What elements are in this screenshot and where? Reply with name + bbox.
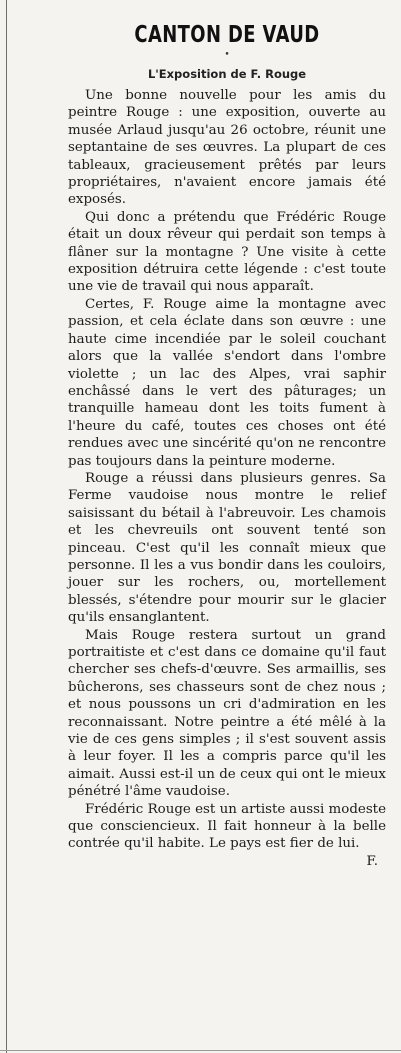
paragraph: Une bonne nouvelle pour les amis du peintre Rouge : une exposition, ouverte au musée Arlaud jusqu'au 26 octobre, réunit une septantaine de ses œuvres. La plupart de ces tableaux, gracieusement prêtés par leurs propriétaires, n'avaient encore jamais été exposés. [68,88,386,208]
column-rule [6,0,7,1053]
article [68,0,386,870]
closing-text: Frédéric Rouge est un artiste aussi modeste que consciencieux. Il fait honneur à la belle contrée qu'il habite. Le pays est fier de lui. [68,801,386,852]
paragraph: Certes, F. Rouge aime la montagne avec passion, et cela éclate dans son œuvre : une haute cime incendiée par le soleil couchant alors que la vallée s'endort dans l'ombre violette ; un lac des Alpes, vrai saphir enchâssé dans le vert des pâturages; un tranquille hameau dont les toits fument à l'heure du café, toutes ces choses ont été rendues avec une sincérité qu'on ne rencontre pas toujours dans la peinture moderne. [68,296,386,469]
closing-paragraph [68,801,386,869]
article-body [68,87,386,869]
paragraph: Mais Rouge restera surtout un grand portraitiste et c'est dans ce domaine qu'il faut chercher ses chefs-d'œuvre. Ses armaillis, ses bûcherons, ses chasseurs sont de chez nous ; et nous poussons un cri d'admiration en les reconnaissant. Notre peintre a été mêlé à la vie de ces gens simples ; il s'est souvent assis à leur foyer. Il les a compris parce qu'il les aimait. Aussi est-il un de ceux qui ont le mieux pénétré l'âme vaudoise. [68,627,386,800]
paragraph: Qui donc a prétendu que Frédéric Rouge était un doux rêveur qui perdait son temps à flâner sur la montagne ? Une visite à cette exposition détruira cette légende : c'est toute une vie de travail qui nous apparaît. [68,209,386,295]
separator-dot: • [224,50,230,60]
article-subtitle: L'Exposition de F. Rouge [147,67,307,81]
headline: CANTON DE VAUD [134,22,320,48]
paragraph: Rouge a réussi dans plusieurs genres. Sa Ferme vaudoise nous montre le relief saisissant du bétail à l'abreuvoir. Les chamois et les chevreuils ont souvent tenté son pinceau. C'est qu'il les connaît mieux que personne. Il les a vus bondir dans les couloirs, jouer sur les rochers, ou, mortellement blessés, s'étendre pour mourir sur le glacier qu'ils ensanglantent. [68,470,386,626]
bottom-rule [0,1050,401,1051]
author-signature: F. [366,853,378,869]
